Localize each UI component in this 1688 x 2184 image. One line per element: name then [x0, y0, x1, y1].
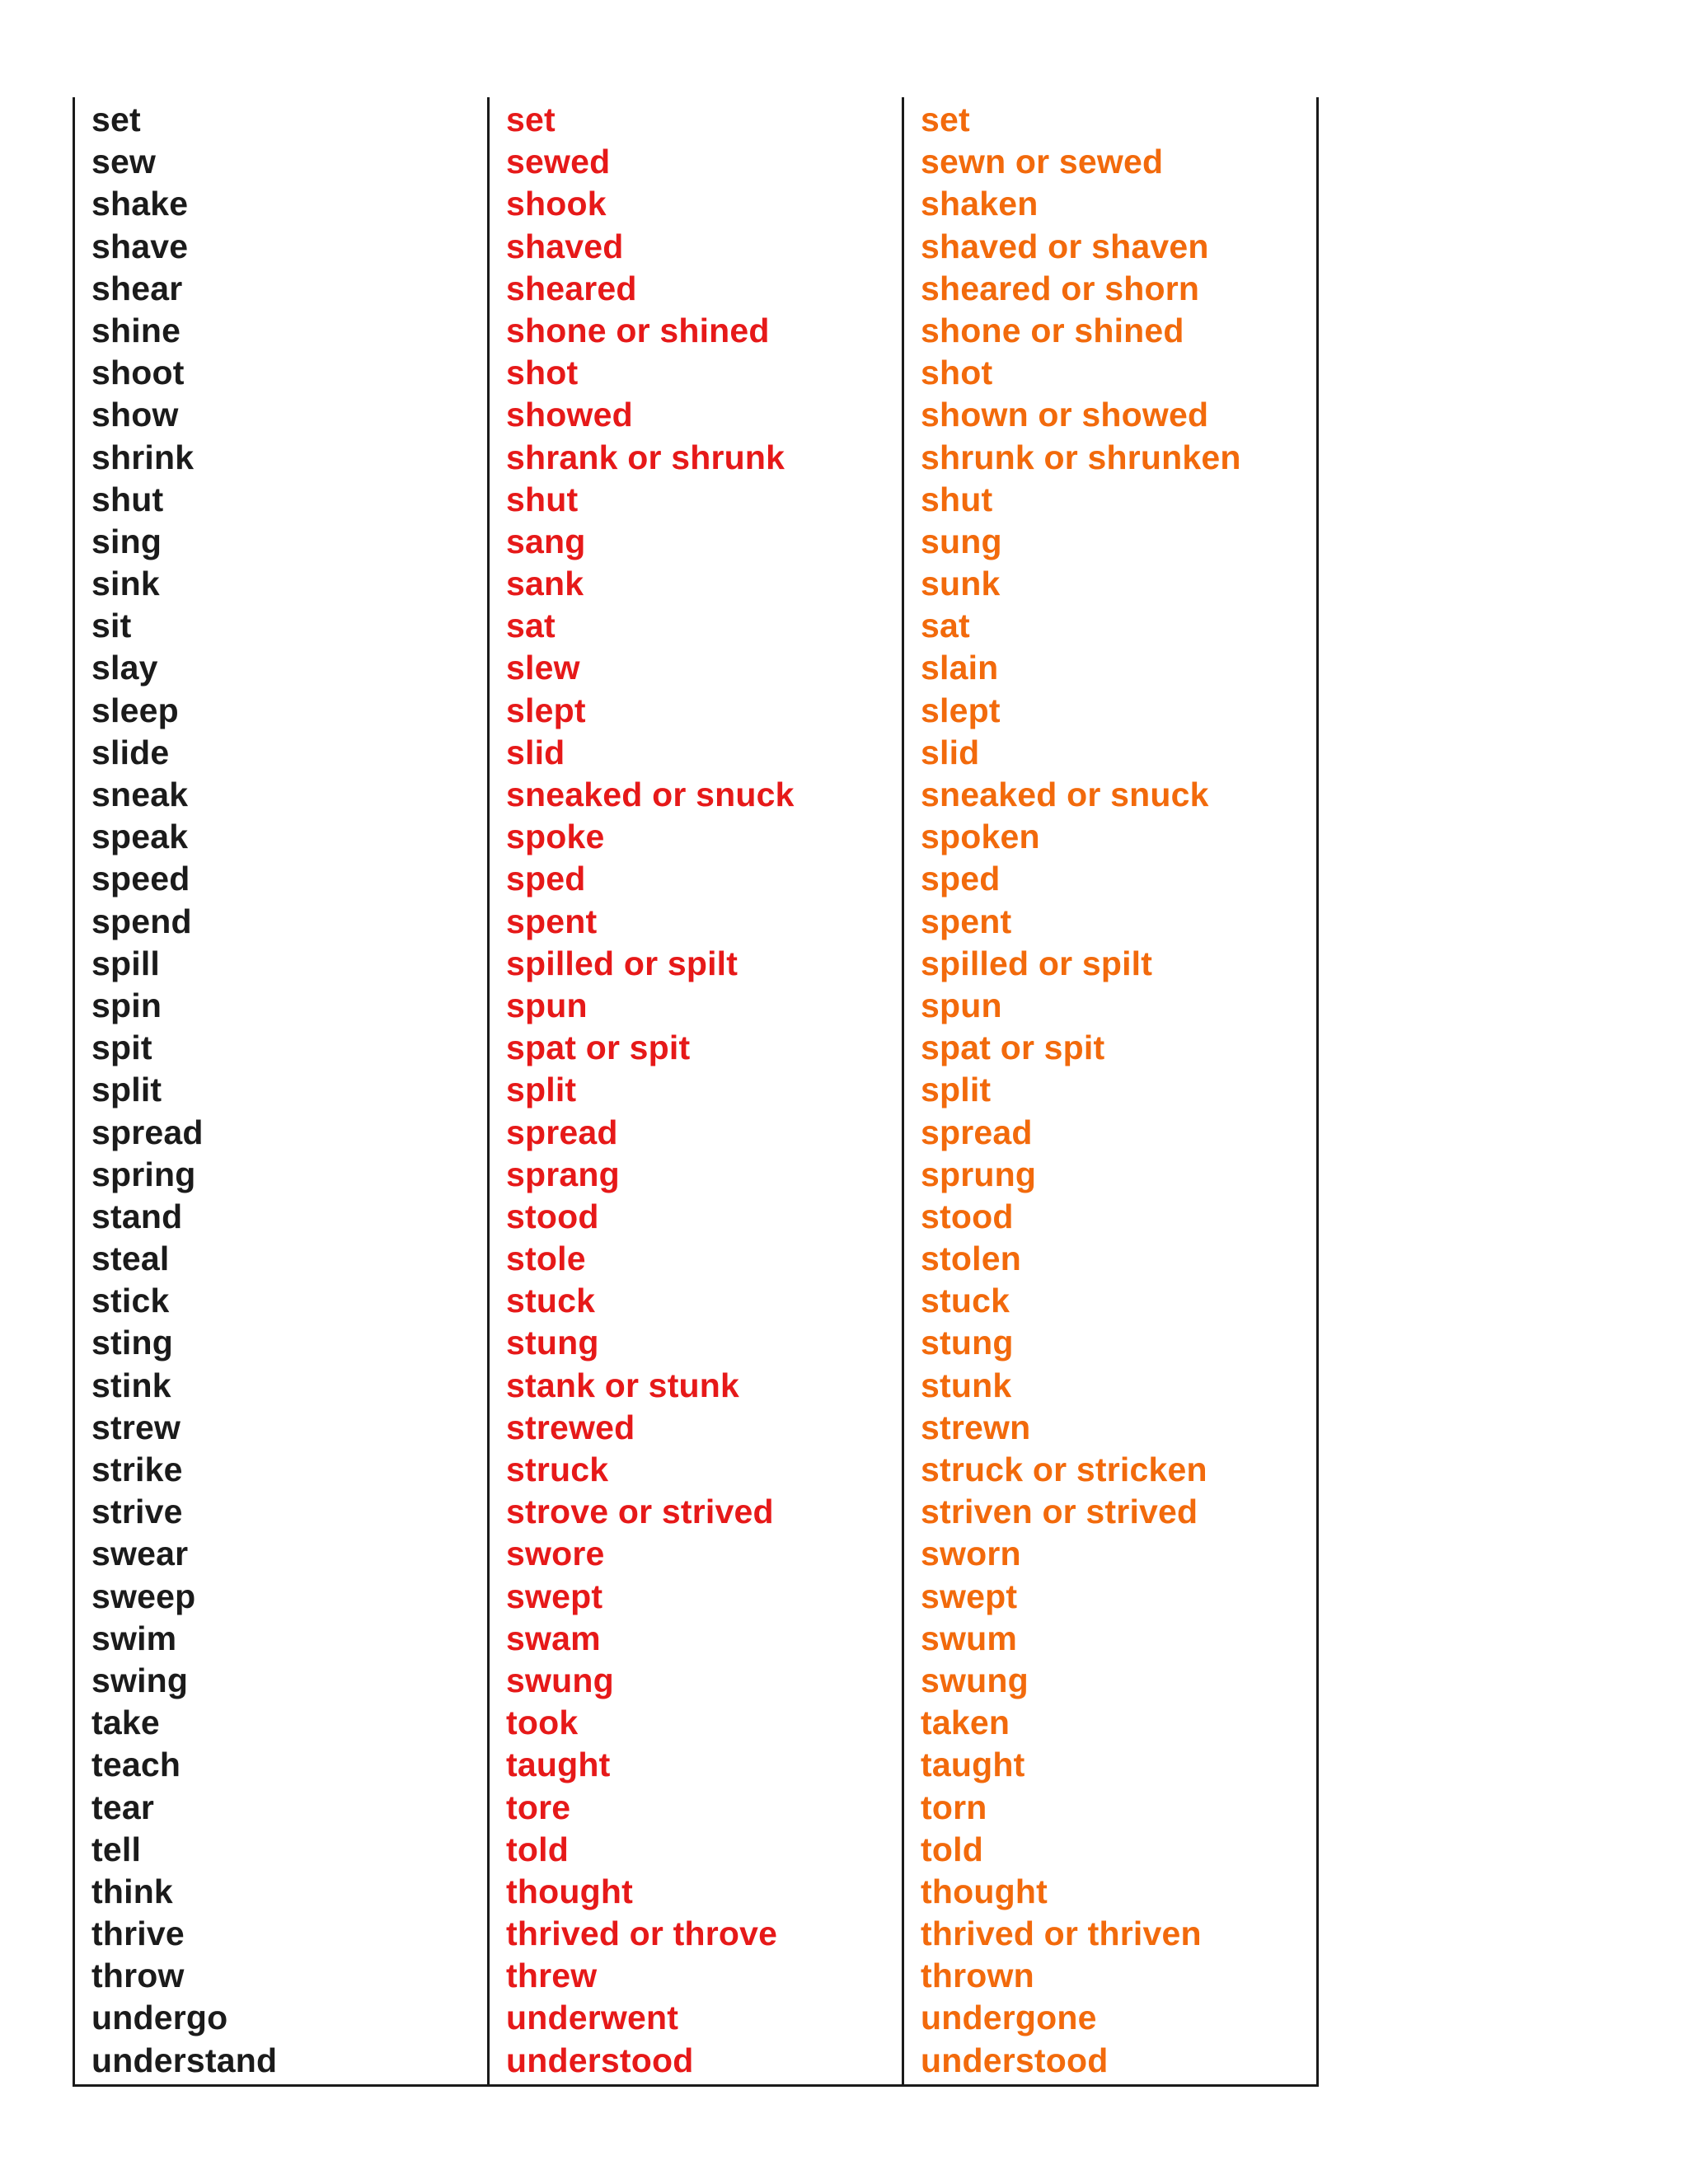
verb-base-cell: speak	[91, 818, 189, 856]
verb-participle-cell: sworn	[921, 1535, 1021, 1573]
verb-base-cell: slay	[91, 649, 158, 687]
verb-past-cell: spun	[506, 986, 588, 1024]
verb-participle-cell: taken	[921, 1704, 1010, 1742]
verb-past-cell: shaved	[506, 227, 624, 265]
verb-participle-cell: spun	[921, 986, 1002, 1024]
verb-past-cell: sheared	[506, 269, 637, 307]
verb-past-cell: shrank or shrunk	[506, 438, 785, 476]
verb-past-cell: spat or spit	[506, 1029, 691, 1067]
verb-base-cell: sting	[91, 1324, 173, 1362]
verb-participle-cell: split	[921, 1071, 992, 1109]
verb-past-cell: shot	[506, 354, 579, 392]
verb-participle-cell: swung	[921, 1661, 1029, 1699]
verb-participle-cell: told	[921, 1830, 983, 1868]
verb-base-cell: understand	[91, 2041, 278, 2079]
verb-past-cell: sat	[506, 607, 556, 645]
verb-past-cell: slid	[506, 733, 565, 771]
verb-base-cell: shear	[91, 269, 183, 307]
verb-past-cell: sank	[506, 565, 584, 603]
verb-participle-cell: spent	[921, 902, 1012, 940]
verb-past-cell: stole	[506, 1240, 586, 1278]
verb-base-cell: strew	[91, 1408, 181, 1446]
verb-base-cell: sneak	[91, 776, 189, 813]
verb-base-cell: set	[91, 101, 141, 138]
verb-participle-cell: undergone	[921, 1999, 1097, 2037]
verb-participle-cell: sprung	[921, 1155, 1037, 1193]
irregular-verb-table	[73, 97, 1319, 2087]
verb-base-cell: steal	[91, 1240, 170, 1278]
verb-past-cell: threw	[506, 1957, 598, 1995]
verb-past-cell: strove or strived	[506, 1493, 774, 1531]
verb-past-cell: spilled or spilt	[506, 944, 738, 982]
verb-past-cell: sped	[506, 860, 586, 898]
verb-participle-cell: slept	[921, 691, 1001, 729]
verb-base-cell: sit	[91, 607, 132, 645]
verb-past-cell: sewed	[506, 143, 611, 181]
verb-participle-cell: striven or strived	[921, 1493, 1198, 1531]
verb-participle-cell: sunk	[921, 565, 1001, 603]
verb-base-cell: shrink	[91, 438, 195, 476]
verb-participle-cell: stuck	[921, 1282, 1010, 1320]
verb-base-cell: spread	[91, 1113, 204, 1151]
verb-past-cell: taught	[506, 1746, 611, 1784]
verb-base-cell: shake	[91, 185, 189, 223]
verb-past-cell: tore	[506, 1788, 571, 1826]
verb-base-cell: think	[91, 1872, 173, 1910]
verb-participle-cell: slid	[921, 733, 980, 771]
verb-base-cell: split	[91, 1071, 162, 1109]
verb-past-cell: stung	[506, 1324, 599, 1362]
verb-past-cell: thought	[506, 1872, 633, 1910]
verb-past-cell: took	[506, 1704, 579, 1742]
past-participle-column	[902, 97, 1316, 2084]
verb-base-cell: spend	[91, 902, 192, 940]
verb-past-cell: showed	[506, 396, 633, 434]
verb-base-cell: sink	[91, 565, 160, 603]
verb-participle-cell: stunk	[921, 1366, 1012, 1404]
verb-base-cell: shoot	[91, 354, 185, 392]
verb-past-cell: thrived or throve	[506, 1915, 778, 1953]
verb-past-cell: set	[506, 101, 556, 138]
verb-participle-cell: sewn or sewed	[921, 143, 1164, 181]
verb-base-cell: stand	[91, 1197, 183, 1235]
verb-base-cell: speed	[91, 860, 190, 898]
verb-past-cell: stuck	[506, 1282, 596, 1320]
verb-past-cell: told	[506, 1830, 569, 1868]
verb-participle-cell: shaken	[921, 185, 1039, 223]
verb-participle-cell: shut	[921, 480, 993, 518]
verb-participle-cell: set	[921, 101, 970, 138]
verb-participle-cell: taught	[921, 1746, 1025, 1784]
verb-participle-cell: spread	[921, 1113, 1033, 1151]
verb-participle-cell: shown or showed	[921, 396, 1209, 434]
verb-past-cell: stank or stunk	[506, 1366, 740, 1404]
verb-participle-cell: shaved or shaven	[921, 227, 1209, 265]
verb-base-cell: spill	[91, 944, 161, 982]
verb-participle-cell: sat	[921, 607, 970, 645]
verb-past-cell: sneaked or snuck	[506, 776, 795, 813]
verb-base-cell: thrive	[91, 1915, 185, 1953]
verb-participle-cell: spoken	[921, 818, 1040, 856]
verb-base-cell: throw	[91, 1957, 185, 1995]
verb-base-cell: spring	[91, 1155, 196, 1193]
verb-base-cell: swing	[91, 1661, 189, 1699]
verb-participle-cell: sneaked or snuck	[921, 776, 1209, 813]
verb-base-cell: strike	[91, 1451, 183, 1488]
verb-past-cell: swore	[506, 1535, 605, 1573]
verb-base-cell: sing	[91, 522, 162, 560]
verb-base-cell: spit	[91, 1029, 152, 1067]
verb-base-cell: slide	[91, 733, 170, 771]
verb-base-cell: sew	[91, 143, 157, 181]
verb-past-cell: shone or shined	[506, 311, 770, 349]
verb-past-cell: strewed	[506, 1408, 635, 1446]
verb-past-cell: understood	[506, 2041, 694, 2079]
verb-past-cell: spent	[506, 902, 598, 940]
verb-past-cell: struck	[506, 1451, 609, 1488]
verb-past-cell: shook	[506, 185, 607, 223]
verb-past-cell: stood	[506, 1197, 599, 1235]
verb-participle-cell: strewn	[921, 1408, 1031, 1446]
verb-participle-cell: sung	[921, 522, 1002, 560]
verb-base-cell: take	[91, 1704, 160, 1742]
verb-base-cell: shut	[91, 480, 164, 518]
verb-base-cell: tear	[91, 1788, 155, 1826]
verb-past-cell: split	[506, 1071, 577, 1109]
verb-participle-cell: stood	[921, 1197, 1014, 1235]
verb-base-cell: swear	[91, 1535, 189, 1573]
verb-participle-cell: swept	[921, 1577, 1018, 1615]
verb-participle-cell: sheared or shorn	[921, 269, 1200, 307]
verb-participle-cell: spilled or spilt	[921, 944, 1153, 982]
verb-participle-cell: struck or stricken	[921, 1451, 1207, 1488]
verb-base-cell: strive	[91, 1493, 183, 1531]
verb-past-cell: shut	[506, 480, 579, 518]
verb-base-cell: stink	[91, 1366, 171, 1404]
verb-participle-cell: thrived or thriven	[921, 1915, 1202, 1953]
verb-participle-cell: shone or shined	[921, 311, 1184, 349]
verb-participle-cell: shot	[921, 354, 993, 392]
verb-base-cell: show	[91, 396, 179, 434]
verb-base-cell: swim	[91, 1619, 177, 1657]
base-form-column	[75, 97, 487, 2084]
verb-participle-cell: thrown	[921, 1957, 1034, 1995]
verb-participle-cell: stolen	[921, 1240, 1021, 1278]
verb-participle-cell: torn	[921, 1788, 987, 1826]
verb-base-cell: tell	[91, 1830, 142, 1868]
verb-past-cell: sang	[506, 522, 586, 560]
verb-base-cell: sleep	[91, 691, 179, 729]
verb-participle-cell: understood	[921, 2041, 1109, 2079]
verb-past-cell: slept	[506, 691, 586, 729]
verb-base-cell: shine	[91, 311, 181, 349]
verb-participle-cell: shrunk or shrunken	[921, 438, 1241, 476]
verb-participle-cell: thought	[921, 1872, 1048, 1910]
verb-participle-cell: spat or spit	[921, 1029, 1105, 1067]
verb-past-cell: swung	[506, 1661, 614, 1699]
verb-past-cell: spoke	[506, 818, 605, 856]
verb-base-cell: sweep	[91, 1577, 196, 1615]
verb-participle-cell: swum	[921, 1619, 1017, 1657]
verb-past-cell: swam	[506, 1619, 601, 1657]
verb-base-cell: stick	[91, 1282, 170, 1320]
verb-participle-cell: stung	[921, 1324, 1014, 1362]
verb-participle-cell: slain	[921, 649, 999, 687]
past-tense-column	[487, 97, 902, 2084]
verb-past-cell: swept	[506, 1577, 603, 1615]
verb-base-cell: teach	[91, 1746, 181, 1784]
verb-past-cell: slew	[506, 649, 580, 687]
verb-past-cell: sprang	[506, 1155, 620, 1193]
verb-past-cell: underwent	[506, 1999, 679, 2037]
verb-past-cell: spread	[506, 1113, 618, 1151]
verb-base-cell: shave	[91, 227, 189, 265]
verb-base-cell: spin	[91, 986, 162, 1024]
verb-base-cell: undergo	[91, 1999, 228, 2037]
verb-participle-cell: sped	[921, 860, 1001, 898]
